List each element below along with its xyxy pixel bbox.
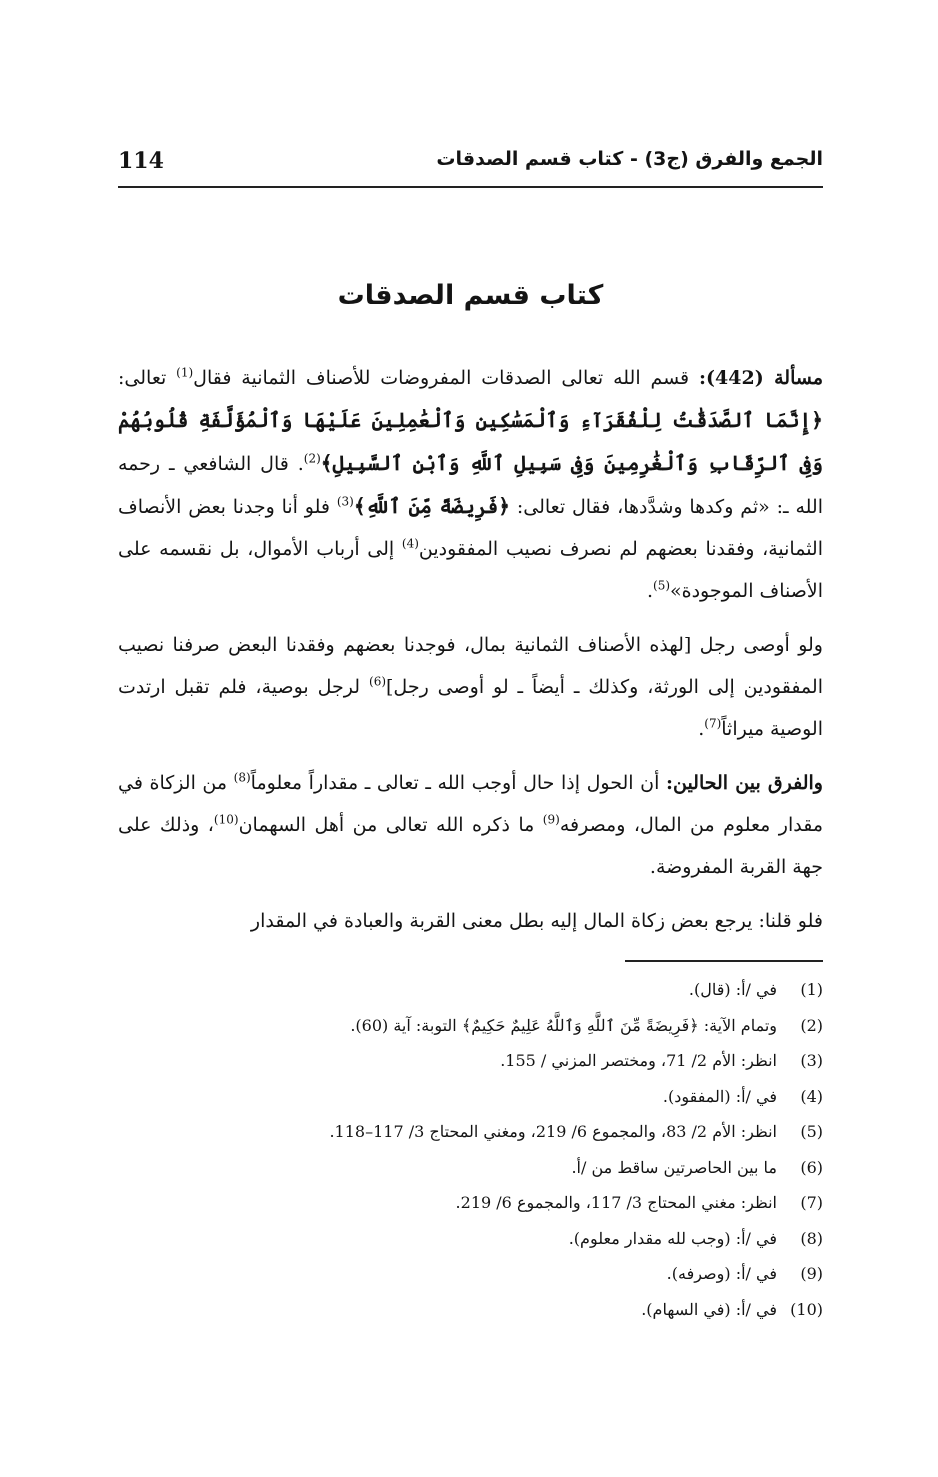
footnote-ref-1: (1) [176,365,194,380]
footnote-number: (6) [800,1157,823,1177]
paragraph-difference [118,762,823,888]
footnote-item [118,1008,823,1044]
running-title: الجمع والفرق (ج3) - كتاب قسم الصدقات [436,148,823,170]
text-run: إلى أرباب الأموال، بل نقسمه على الأصناف الموجودة» [118,538,823,602]
issue-heading: مسألة (442): [699,367,823,389]
quran-verse: ﴿فَرِيضَةً مِّنَ ٱللَّهِ﴾ [353,494,510,518]
header-divider [118,186,823,188]
chapter-title: كتاب قسم الصدقات [337,280,604,311]
text-run: قسم الله تعالى الصدقات المفروضات للأصناف الثمانية فقال [193,367,699,389]
footnote-text: في /أ: (قال). [688,980,777,999]
footnote-item [118,1221,823,1257]
footnote-number: (1) [800,980,823,999]
paragraph-continuation [118,900,823,942]
footnote-number: (8) [800,1228,823,1248]
text-run: فلو أنا وجدنا بعض الأنصاف الثمانية، وفقدنا بعضهم لم نصرف نصيب المفقودين [118,496,823,560]
footnote-text: انظر: مغني المحتاج 3/ 117، والمجموع 6/ 219. [455,1193,777,1212]
footnote-number: (3) [800,1051,823,1070]
footnote-item [118,1043,823,1079]
text-run: من الزكاة في مقدار معلوم من المال، ومصرفه [118,772,823,836]
footnote-ref-8: (8) [233,770,251,785]
footnote-number: (7) [800,1193,823,1212]
main-text [118,357,823,954]
text-run: أن الحول إذا حال أوجب الله ـ تعالى ـ مقداراً معلوماً [250,772,666,794]
page-header [118,140,823,180]
paragraph-issue-442 [118,357,823,612]
text-run: فلو قلنا: يرجع بعض زكاة المال إليه بطل معنى القربة والعبادة في المقدار [250,910,823,932]
difference-heading: والفرق بين الحالين: [665,772,823,794]
quran-verse: ﴿إِنَّمَا ٱلصَّدَقَٰتُ لِلْفُقَرَآءِ وَٱلْمَسَٰكِينِ وَٱلْعَٰمِلِينَ عَلَيْهَا وَٱلْمُؤَلَّفَةِ قُلُوبُهُمْ وَفِى ٱلرِّقَابِ وَٱلْغَٰرِمِينَ وَفِى سَبِيلِ ٱللَّهِ وَٱبْنِ ٱلسَّبِيلِ﴾ [118,408,823,475]
footnote-text: انظر: الأم 2/ 83، والمجموع 6/ 219، ومغني المحتاج 3/ 117–118. [329,1122,777,1141]
footnote-ref-2: (2) [303,451,321,466]
footnote-divider [625,960,823,962]
text-run: ولو أوصى رجل [لهذه الأصناف الثمانية بمال، فوجدنا بعضهم وفقدنا البعض صرفنا نصيب المفقودين إلى الورثة، وكذلك ـ أيضاً ـ لو أوصى رجل] [118,634,823,698]
footnote-text: في /أ: (وصرفه). [666,1264,777,1283]
text-run: تعالى: [118,367,177,389]
footnote-ref-9: (9) [542,812,560,827]
footnote-text: وتمام الآية: ﴿فَرِيضَةً مِّنَ ٱللَّهِ وَٱللَّهُ عَلِيمٌ حَكِيمٌ﴾ التوبة: آية (60). [350,1015,777,1035]
footnote-number: (2) [800,1015,823,1035]
footnote-item [118,1185,823,1221]
footnote-ref-6: (6) [369,674,387,689]
footnote-ref-3: (3) [336,494,354,509]
footnote-ref-7: (7) [704,716,722,731]
footnote-item [118,1079,823,1115]
footnote-text: في /أ: (وجب لله مقدار معلوم). [568,1228,777,1248]
page-number: 114 [118,148,164,174]
footnote-text: في /أ: (في السهام). [641,1299,777,1319]
footnote-ref-10: (10) [213,812,239,827]
footnote-item [118,1150,823,1186]
footnote-number: (5) [800,1122,823,1141]
footnotes [118,972,823,1327]
footnote-item [118,1114,823,1150]
footnote-text: في /أ: (المفقود). [662,1086,777,1106]
footnote-ref-4: (4) [401,536,419,551]
text-run: . [646,580,653,602]
text-run: . [698,718,705,740]
footnote-item [118,1292,823,1328]
text-run: لرجل بوصية، فلم تقبل ارتدت الوصية ميراثاً [118,676,823,740]
footnote-text: انظر: الأم 2/ 71، ومختصر المزني / 155. [500,1051,777,1070]
footnote-number: (9) [800,1264,823,1283]
footnote-ref-5: (5) [653,578,671,593]
footnote-item [118,972,823,1008]
footnote-number: (10) [790,1299,823,1319]
footnote-item [118,1256,823,1292]
text-run: ما ذكره الله تعالى من أهل السهمان [238,814,543,836]
text-run: . قال الشافعي ـ رحمه الله ـ: «ثم وكدها وشدَّدها، فقال تعالى: [118,453,823,518]
text-run: ، وذلك على جهة القربة المفروضة. [118,814,823,878]
paragraph-bequest [118,624,823,750]
footnote-number: (4) [800,1086,823,1106]
footnote-text: ما بين الحاصرتين ساقط من /أ. [571,1157,777,1177]
